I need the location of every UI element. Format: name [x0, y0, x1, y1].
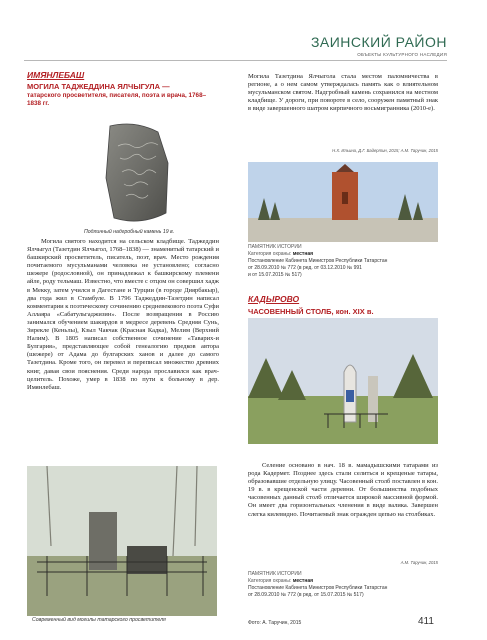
header-divider — [24, 60, 447, 61]
grave-photo — [27, 466, 217, 616]
chapel-pillar-illustration — [248, 318, 438, 444]
meta-title-2: ПАМЯТНИК ИСТОРИИ — [248, 571, 302, 577]
page-number: 411 — [418, 616, 434, 627]
monument-heading: МОГИЛА ТАДЖЕДДИНА ЯЛЧЫГУЛА — — [27, 82, 170, 91]
meta-category-label-1: Категория охраны: — [248, 251, 292, 257]
photo-caption-grave: Современный вид могилы татарского просветителя — [32, 617, 166, 623]
section-subtitle: ОБЪЕКТЫ КУЛЬТУРНОГО НАСЛЕДИЯ — [357, 52, 447, 57]
meta-category-1 — [248, 251, 448, 258]
memorial-photo — [248, 162, 438, 242]
meta-category-2 — [248, 578, 448, 585]
monument-meta-1 — [248, 244, 448, 279]
kadyrovo-paragraph: Селение основано в нач. 18 в. мамадышскими татарами из рода Кадермет. Позднее здесь стали селиться и крещеные татары, образовавшие отдельную улицу. Часовенный столб поставлен в кон. 19 в. в крещенской части деревни. От большинства подобных часовенных данный столб отличается широкой массивной формой. Он имеет два горизонтальных членения в виде валика. Завершен слегка килевидно. Почитаемый знак огражден цепью на столбиках. — [248, 462, 438, 518]
meta-category-value-1: местная — [292, 251, 314, 257]
photo-caption-gravestone: Подлинный надгробный камень 19 в. — [84, 229, 175, 235]
meta-title-1: ПАМЯТНИК ИСТОРИИ — [248, 244, 302, 250]
kadyrovo-credit: А.М. Таручин, 2015 — [400, 560, 438, 565]
monument-subheading: татарского просветителя, писателя, поэта и врача, 1768–1838 гг. — [27, 92, 207, 107]
right-credit: Н.Х. Ильина, Д.Г. Бадертин, 2015; А.М. Таручин, 2015 — [332, 148, 438, 153]
place-name-kadyrovo: КАДЫРОВО — [248, 294, 300, 304]
section-title: ЗАИНСКИЙ РАЙОН — [310, 34, 447, 50]
photo-credit: Фото: А. Таручин, 2015 — [248, 620, 302, 626]
meta-category-value-2: местная — [292, 578, 314, 584]
place-name-imyanlebash: ИМЯНЛЕБАШ — [27, 70, 85, 80]
monument-meta-2 — [248, 571, 448, 599]
meta-category-label-2: Категория охраны: — [248, 578, 292, 584]
meta-date-1a: от 28.09.2010 № 772 (в ред. от 03.12.2010 № 991 — [248, 265, 362, 271]
grave-illustration — [27, 466, 217, 616]
meta-decree-2: Постановление Кабинета Министров Республики Татарстан — [248, 585, 388, 591]
meta-date-1b: и от 15.07.2015 № 517) — [248, 272, 302, 278]
right-paragraph: Могила Тазетдина Ялчыгола стала местом паломничества в регионе, а о нем самом утверждалась память как о влиятельном мусульманском святом. Надгробный камень сохранился на местном кладбище. У дороги, при повороте в село, сооружен памятный знак в виде завершенного шатром кирпичного восьмигранника (2010-е). — [248, 73, 438, 113]
chapel-pillar-photo — [248, 318, 438, 444]
left-body-paragraph: Могила святого находится на сельском кладбище. Таджеддин Ялчыгул (Тазетдин Ялчыгол, 1768–1838) — знаменитый татарский и башкирский просветитель, писатель, поэт, врач. Место рождения почитаемого мусульманами человека не установлено; согласно шежере (родословной), он принадлежал к башкирскому племени айле, роду тельмаш. Известно, что вместе с отцом он совершил хадж в Мекку, затем учился в Дагестане и Турции (в городе Диярбакыр), два года жил в Стамбуле. В 1796 Таджеддин-Тазетдин написал комментарии к поэтическому сочинению средневекового поэта Суфи Аллаяра «Сабатульгаджизин». После возвращения в Россию занимался обучением шакирдов в медресе деревень Средняя Сунь, Зирекле (Кеньлы), Кзыл Чакчак (Красная Кадка), Мелим (Верхний Налим). В 1805 написал собственное сочинение «Таварих-и Булгария», представляющее собой генеалогию предков автора (шежере) от Адама до булгарских ханов и далее до самого Тазетдина. Кроме того, он перевел и переписал множество древних книг, давая свои пояснения. Среди народа прославился как врач-целитель. Похоже, умер в 1838 по пути к больному в дер. Имянлебаш. — [27, 238, 219, 391]
gravestone-photo — [40, 118, 216, 228]
gravestone-illustration — [40, 118, 216, 228]
meta-date-2: от 28.09.2010 № 772 (в ред. от 15.07.2015 № 517) — [248, 592, 364, 598]
meta-decree-1: Постановление Кабинета Министров Республики Татарстан — [248, 258, 388, 264]
memorial-illustration — [248, 162, 438, 242]
monument-heading-2: ЧАСОВЕННЫЙ СТОЛБ, кон. XIX в. — [248, 307, 374, 316]
